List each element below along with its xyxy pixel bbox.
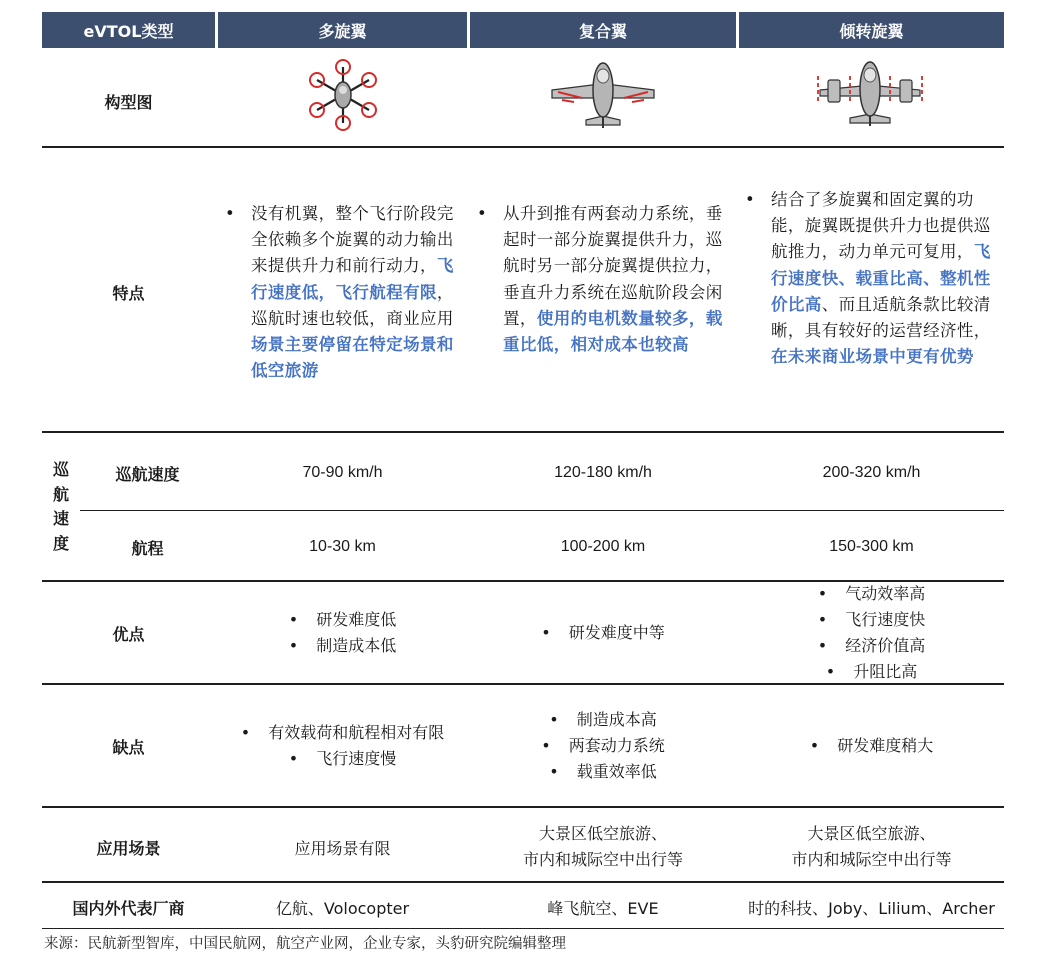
scenario-line: 市内和城际空中出行等 [791, 850, 952, 869]
row-label-diagram: 构型图 [104, 92, 153, 112]
table-bottom-rule [42, 928, 1004, 929]
list-item: • 有效载荷和航程相对有限 [241, 720, 444, 746]
feature-text-multirotor: • 没有机翼，整个飞行阶段完全依赖多个旋翼的动力输出来提供升力和前行动力，飞行速度低，飞行航程有限，巡航时速也较低，商业应用场景主要停留在特定场景和低空旅游 [251, 201, 467, 384]
row-divider [80, 510, 1004, 511]
scenario-line: 大景区低空旅游、 [807, 824, 936, 843]
scenario-tiltrotor [739, 821, 1004, 873]
list-item: • 飞行速度慢 [241, 746, 444, 772]
cruise-speed-compound: 120-180 km/h [554, 464, 652, 481]
pros-tiltrotor [739, 581, 1004, 685]
list-item: • 研发难度低 [289, 607, 396, 633]
multirotor-icon [303, 60, 383, 130]
header-cell-tiltrotor: 倾转旋翼 [739, 12, 1004, 48]
scenario-line: 大景区低空旅游、 [538, 824, 667, 843]
makers-compound: 峰飞航空、EVE [547, 898, 659, 918]
row-divider [42, 806, 1004, 808]
range-compound: 100-200 km [560, 538, 646, 555]
makers-multirotor: 亿航、Volocopter [275, 898, 410, 918]
cons-compound [470, 707, 736, 785]
makers-tiltrotor: 时的科技、Joby、Lilium、Archer [748, 898, 995, 918]
list-item: • 飞行速度快 [818, 607, 925, 633]
header-cell-multirotor: 多旋翼 [218, 12, 467, 48]
source-note: 来源：民航新型智库，中国民航网，航空产业网，企业专家，头豹研究院编辑整理 [44, 936, 566, 952]
scenario-multirotor: 应用场景有限 [294, 838, 391, 858]
list-item: • 气动效率高 [818, 581, 925, 607]
list-item: • 制造成本高 [541, 707, 664, 733]
pros-multirotor [218, 607, 467, 659]
cruise-speed-tiltrotor: 200-320 km/h [822, 464, 921, 481]
row-label-cruise-speed: 巡航速度 [115, 464, 180, 484]
list-item: • 研发难度稍大 [810, 733, 933, 759]
row-divider [42, 146, 1004, 148]
list-item: • 研发难度中等 [541, 620, 664, 646]
row-label-features: 特点 [112, 283, 145, 303]
range-tiltrotor: 150-300 km [829, 538, 914, 555]
cons-tiltrotor [739, 733, 1004, 759]
group-label-cruise: 巡航速度 [52, 460, 69, 553]
list-item: • 制造成本低 [289, 633, 396, 659]
list-item: • 两套动力系统 [541, 733, 664, 759]
feature-text-compound: • 从升到推有两套动力系统，垂起时一部分旋翼提供升力，巡航时另一部分旋翼提供拉力，垂直升力系统在巡航阶段会闲置，使用的电机数量较多，载重比低，相对成本也较高 [503, 201, 737, 358]
feature-text-tiltrotor: • 结合了多旋翼和固定翼的功能，旋翼既提供升力也提供巡航推力，动力单元可复用，飞行速度快、载重比高、整机性价比高、而且适航条款比较清晰，具有较好的运营经济性，在未来商业场景中更有优势 [771, 187, 1005, 370]
cruise-speed-multirotor: 70-90 km/h [302, 464, 383, 481]
bullet-icon: • [745, 190, 756, 209]
row-label-makers: 国内外代表厂商 [72, 898, 185, 918]
row-divider [42, 881, 1004, 883]
row-divider [42, 683, 1004, 685]
header-cell-compound: 复合翼 [470, 12, 736, 48]
tiltrotor-icon [810, 62, 930, 128]
row-label-cons: 缺点 [112, 737, 145, 757]
list-item: • 经济价值高 [818, 633, 925, 659]
bullet-icon: • [477, 204, 488, 223]
row-divider [42, 431, 1004, 433]
header-cell-type: eVTOL类型 [42, 12, 215, 48]
range-multirotor: 10-30 km [309, 538, 376, 555]
bullet-icon: • [225, 204, 236, 223]
cons-multirotor [218, 720, 467, 772]
scenario-line: 市内和城际空中出行等 [522, 850, 683, 869]
list-item: • 升阻比高 [818, 659, 925, 685]
row-label-range: 航程 [131, 538, 164, 558]
scenario-compound [470, 821, 736, 873]
list-item: • 载重效率低 [541, 759, 664, 785]
row-label-pros: 优点 [112, 624, 145, 644]
row-label-scenarios: 应用场景 [96, 838, 161, 858]
pros-compound [470, 620, 736, 646]
compound-wing-icon [548, 62, 658, 130]
